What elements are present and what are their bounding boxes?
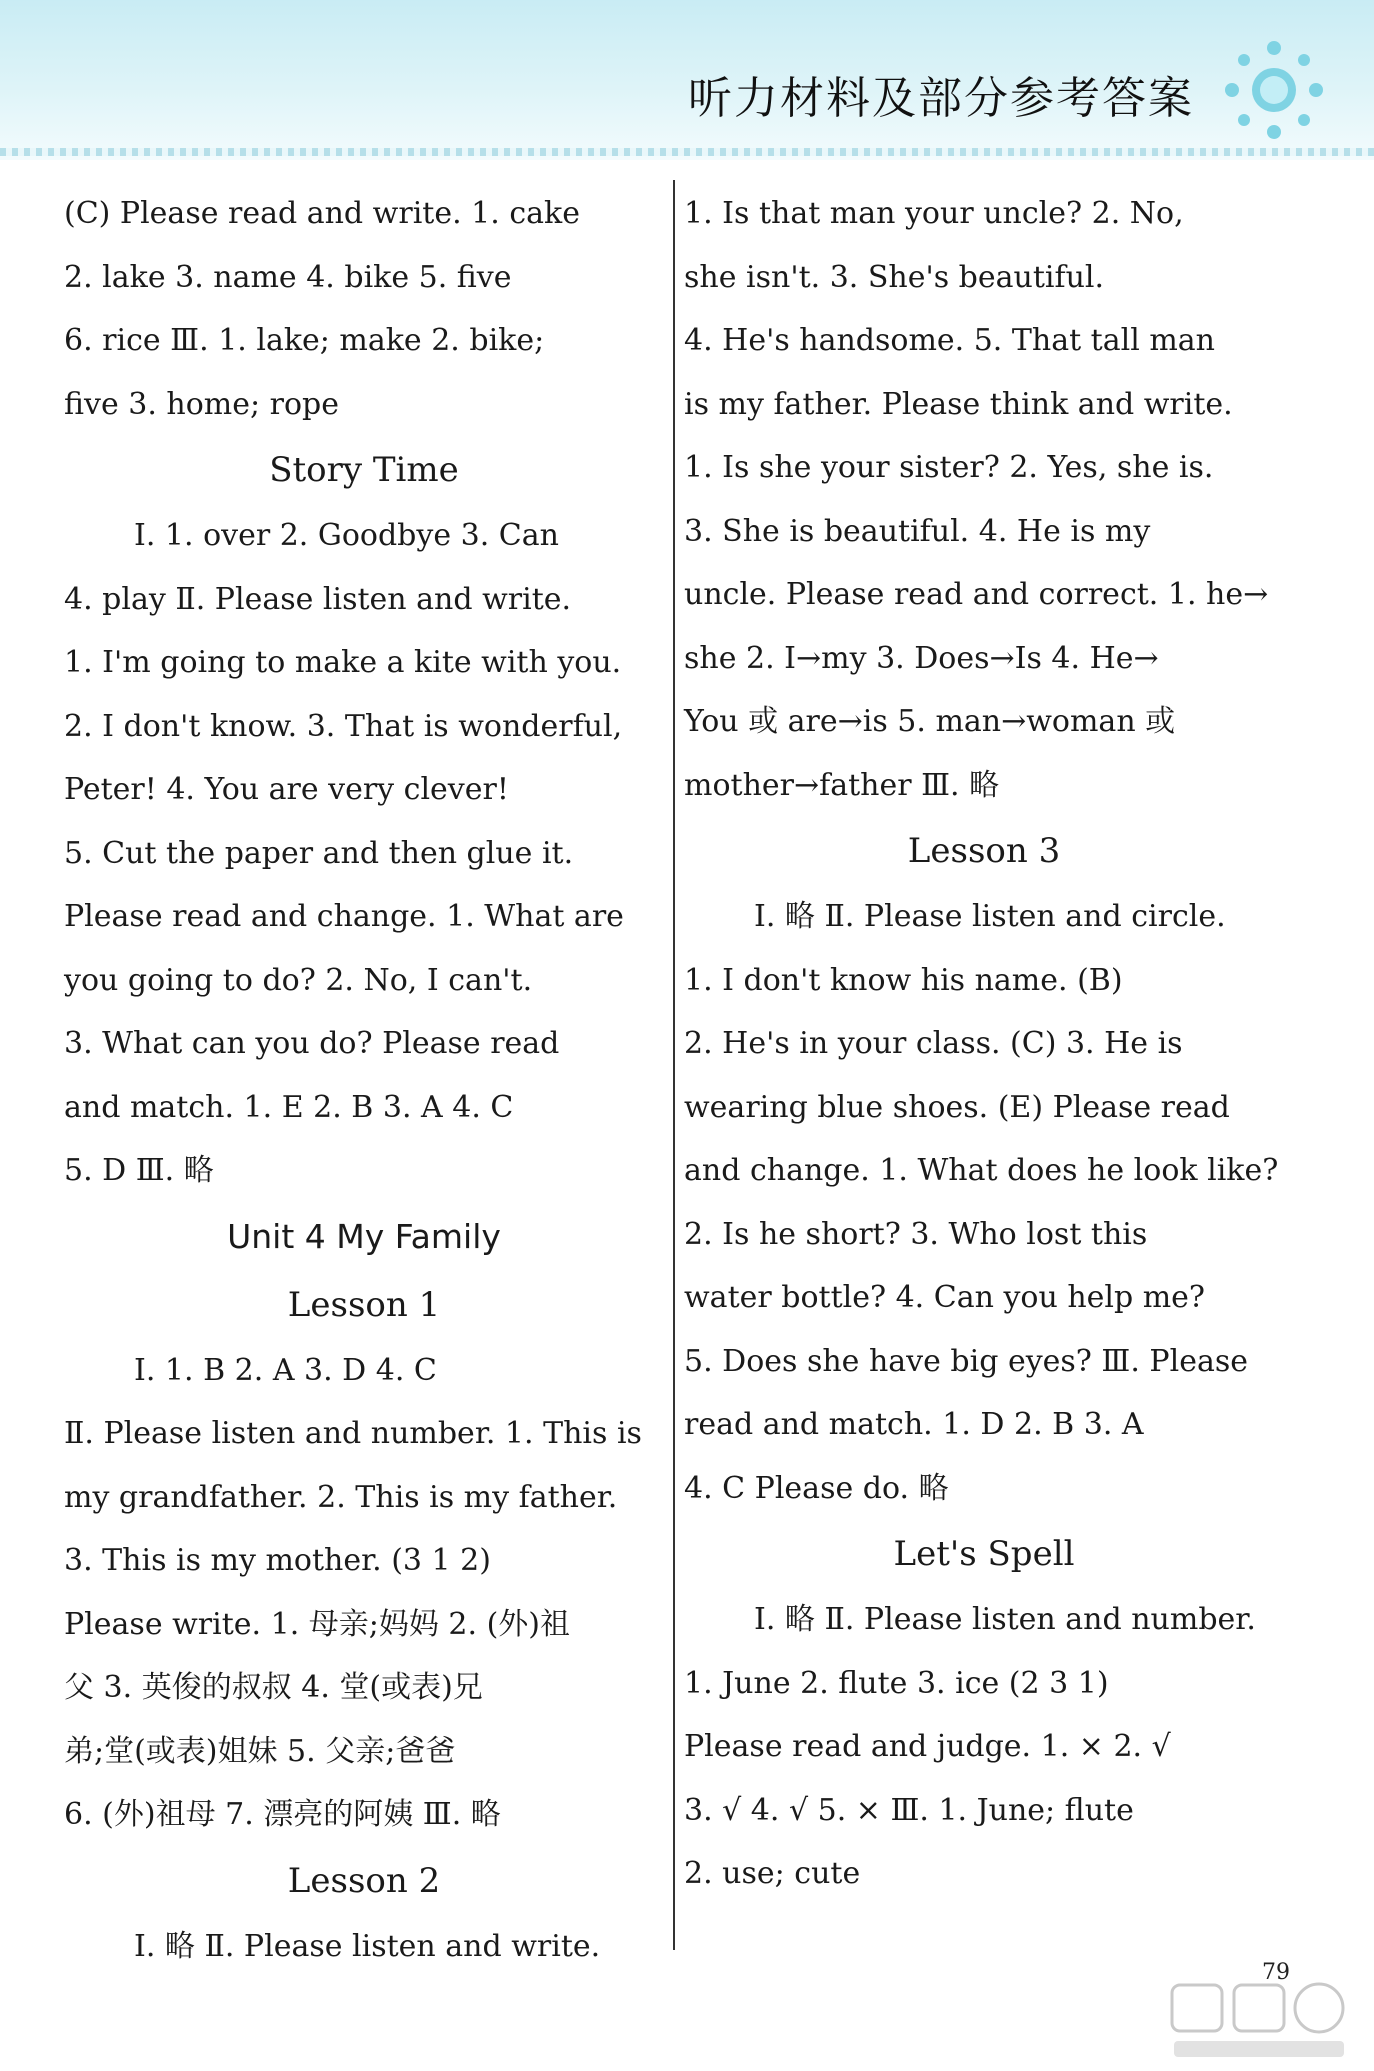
section-heading: Lesson 1 [287,1284,441,1325]
answer-line: 4. He's handsome. 5. That tall man [684,323,1216,358]
page-header-title: 听力材料及部分参考答案 [688,73,1194,124]
section-heading: Lesson 3 [907,831,1061,871]
answer-line: you going to do? 2. No, I can't. [64,962,533,998]
answer-line: 3. What can you do? Please read [64,1026,560,1061]
answer-line: and match. 1. E 2. B 3. A 4. C [64,1089,514,1125]
answer-line: she 2. I→my 3. Does→Is 4. He→ [684,640,1159,676]
answer-line: 2. I don't know. 3. That is wonderful, [64,708,623,744]
answer-line: 2. He's in your class. (C) 3. He is [684,1026,1183,1061]
section-heading: Lesson 2 [287,1860,441,1901]
answer-line: Please read and change. 1. What are [64,899,624,934]
answer-line: water bottle? 4. Can you help me? [684,1280,1206,1315]
answer-line: (C) Please read and write. 1. cake [64,196,580,231]
answer-line: 1. Is that man your uncle? 2. No, [684,196,1184,231]
answer-line: 6. (外)祖母 7. 漂亮的阿姨 Ⅲ. 略 [64,1797,501,1832]
answer-line: Ⅰ. 1. B 2. A 3. D 4. C [134,1352,437,1388]
answer-line: 1. June 2. flute 3. ice (2 3 1) [684,1665,1109,1701]
answer-line: 2. lake 3. name 4. bike 5. five [64,259,512,295]
section-heading: Let's Spell [893,1534,1075,1574]
left-column [64,182,664,1978]
right-column [684,182,1284,1906]
answer-line: 3. She is beautiful. 4. He is my [684,513,1151,549]
answer-line: 1. I don't know his name. (B) [684,962,1123,998]
answer-line: uncle. Please read and correct. 1. he→ [684,577,1269,612]
answer-line: read and match. 1. D 2. B 3. A [684,1407,1144,1442]
watermark-logo-icon [1164,1975,1354,2065]
answer-line: 父 3. 英俊的叔叔 4. 堂(或表)兄 [64,1670,483,1705]
answer-line: 6. rice Ⅲ. 1. lake; make 2. bike; [64,323,545,358]
answer-line: You 或 are→is 5. man→woman 或 [684,704,1176,739]
column-divider [673,180,675,1950]
answer-line: 弟;堂(或表)姐妹 5. 父亲;爸爸 [64,1733,456,1769]
answer-line: wearing blue shoes. (E) Please read [684,1089,1230,1125]
page-number: 79 [1262,1960,1290,1985]
answer-line: 4. C Please do. 略 [684,1470,949,1506]
answer-line: 5. D Ⅲ. 略 [64,1153,214,1188]
answer-line: 2. Is he short? 3. Who lost this [684,1216,1148,1252]
answer-line: is my father. Please think and write. [684,386,1233,422]
answer-line: she isn't. 3. She's beautiful. [684,259,1105,295]
answer-line: 2. use; cute [684,1856,861,1891]
unit-heading: Unit 4 My Family [227,1216,501,1256]
answer-line: Please read and judge. 1. × 2. √ [684,1729,1171,1764]
answer-line: 5. Cut the paper and then glue it. [64,835,574,871]
answer-line: Ⅱ. Please listen and number. 1. This is [64,1416,642,1451]
answer-line: 4. play Ⅱ. Please listen and write. [64,581,572,617]
answer-line: Ⅰ. 1. over 2. Goodbye 3. Can [134,518,559,553]
answer-line: 5. Does she have big eyes? Ⅲ. Please [684,1343,1248,1379]
answer-line: five 3. home; rope [64,386,339,422]
answer-line: 1. I'm going to make a kite with you. [64,645,622,680]
answer-line: Ⅰ. 略 Ⅱ. Please listen and write. [134,1928,601,1964]
answer-line: Ⅰ. 略 Ⅱ. Please listen and circle. [754,899,1226,934]
answer-line: 1. Is she your sister? 2. Yes, she is. [684,450,1214,485]
answer-line: mother→father Ⅲ. 略 [684,767,1000,803]
answer-line: 3. This is my mother. (3 1 2) [64,1543,491,1578]
section-heading: Story Time [269,450,459,490]
answer-line: Ⅰ. 略 Ⅱ. Please listen and number. [754,1602,1256,1637]
answer-line: 3. √ 4. √ 5. × Ⅲ. 1. June; flute [684,1792,1134,1828]
sun-icon [1214,30,1334,150]
answer-line: and change. 1. What does he look like? [684,1153,1279,1188]
answer-line: my grandfather. 2. This is my father. [64,1479,618,1515]
answer-line: Peter! 4. You are very clever! [64,772,509,807]
header-stripe [0,148,1374,156]
answer-line: Please write. 1. 母亲;妈妈 2. (外)祖 [64,1606,570,1642]
